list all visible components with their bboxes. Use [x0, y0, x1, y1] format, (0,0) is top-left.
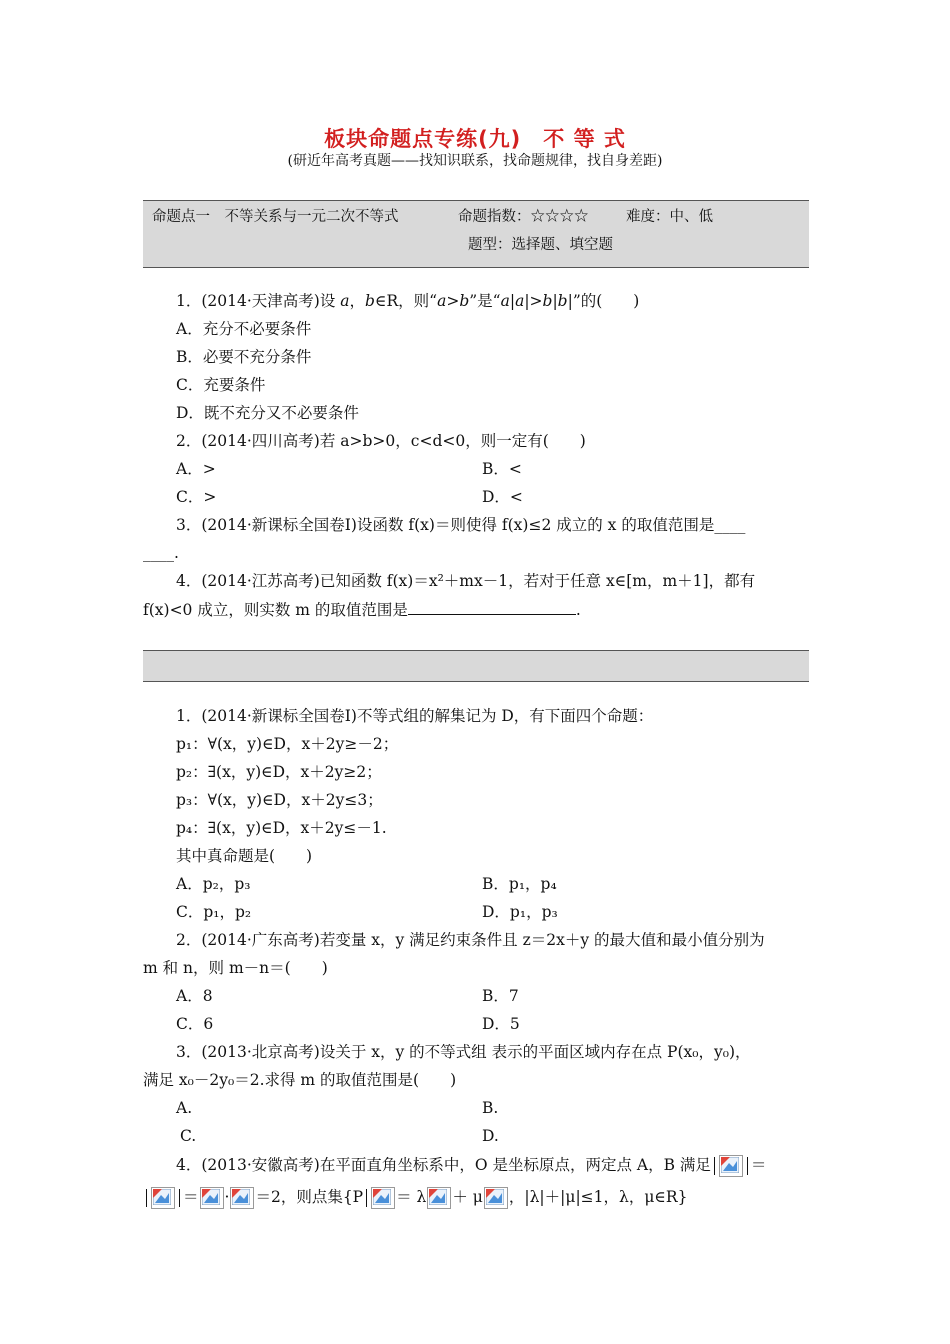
broken-image-icon [370, 1186, 396, 1210]
s2-q1-option-b: B．p₁，p₄ [482, 875, 557, 893]
s2-q2-line1: 2．(2014·广东高考)若变量 x，y 满足约束条件且 z＝2x＋y 的最大值和最小值分别为 [176, 931, 765, 949]
broken-image-icon [426, 1186, 452, 1210]
s2-q2-option-a: A．8 [176, 987, 213, 1005]
s1-q4-line1: 4．(2014·江苏高考)已知函数 f(x)＝x²＋mx－1，若对于任意 x∈[m，m＋1]，都有 [176, 572, 756, 590]
broken-image-icon [199, 1186, 225, 1210]
s2-q1-p1: p₁：∀(x，y)∈D，x＋2y≥－2； [176, 735, 399, 753]
s1-q4-line2: f(x)<0 成立，则实数 m 的取值范围是 . [143, 601, 581, 619]
s1-q3-cont: ____. [143, 544, 179, 562]
s2-q4-line1: 4．(2013·安徽高考)在平面直角坐标系中，O 是坐标原点，两定点 A，B 满足 ＝ [176, 1154, 766, 1178]
s2-q1-option-c: C．p₁，p₂ [176, 903, 252, 921]
s2-q1-p2: p₂：∃(x，y)∈D，x＋2y≥2； [176, 763, 382, 781]
s1-q2-option-d: D．< [482, 488, 523, 506]
s2-q3-line1: 3．(2013·北京高考)设关于 x，y 的不等式组 表示的平面区域内存在点 P(x₀，y₀)， [176, 1043, 751, 1061]
topic-point: 命题点一 不等关系与一元二次不等式 [152, 209, 399, 225]
s2-q3-option-d: D. [482, 1127, 499, 1145]
s2-q1-option-d: D．p₁，p₃ [482, 903, 558, 921]
s2-q3-option-b: B. [482, 1099, 499, 1117]
answer-blank [408, 599, 576, 615]
topic-box-2 [143, 650, 809, 682]
broken-image-icon [483, 1186, 509, 1210]
s1-q2-option-a: A．> [176, 460, 216, 478]
s2-q2-option-c: C．6 [176, 1015, 214, 1033]
s2-q1-ask: 其中真命题是( ) [176, 847, 313, 865]
s2-q2-line2: m 和 n，则 m－n＝( ) [143, 959, 328, 977]
topic-difficulty: 难度：中、低 [626, 209, 713, 225]
topic-index: 命题指数：☆☆☆☆ [458, 209, 589, 225]
s2-q3-option-a: A. [176, 1099, 193, 1117]
s2-q3-option-c: C. [180, 1127, 197, 1145]
s2-q3-line2: 满足 x₀－2y₀＝2.求得 m 的取值范围是( ) [143, 1071, 457, 1089]
s1-q2-option-c: C．> [176, 488, 217, 506]
s2-q2-option-b: B．7 [482, 987, 519, 1005]
s1-q1-option-a: A．充分不必要条件 [176, 320, 312, 338]
topic-box-1 [143, 200, 809, 268]
s2-q1-stem: 1．(2014·新课标全国卷Ⅰ)不等式组的解集记为 D，有下面四个命题： [176, 707, 654, 725]
s1-q1-option-d: D．既不充分又不必要条件 [176, 404, 359, 422]
s2-q1-p4: p₄：∃(x，y)∈D，x＋2y≤－1. [176, 819, 387, 837]
broken-image-icon [229, 1186, 255, 1210]
page-subtitle: (研近年高考真题——找知识联系，找命题规律，找自身差距) [287, 153, 663, 169]
s2-q1-p3: p₃：∀(x，y)∈D，x＋2y≤3； [176, 791, 383, 809]
s2-q2-option-d: D．5 [482, 1015, 520, 1033]
s1-q1-option-b: B．必要不充分条件 [176, 348, 312, 366]
s2-q4-line2: ＝ · ＝2，则点集{P ＝ λ ＋ μ ，|λ|＋|μ|≤1，λ，μ∈R} [143, 1186, 687, 1210]
s1-q2-option-b: B．< [482, 460, 522, 478]
broken-image-icon [150, 1186, 176, 1210]
s2-q1-option-a: A．p₂，p₃ [176, 875, 251, 893]
page-title: 板块命题点专练(九) 不 等 式 [324, 127, 626, 151]
s1-q1-stem: 1．(2014·天津高考)设 a，b∈R，则“a>b”是“a|a|>b|b|”的( ) [176, 292, 640, 310]
s1-q2-stem: 2．(2014·四川高考)若 a>b>0，c<d<0，则一定有( ) [176, 432, 586, 450]
s1-q1-option-c: C．充要条件 [176, 376, 266, 394]
s1-q3-stem: 3．(2014·新课标全国卷Ⅰ)设函数 f(x)＝则使得 f(x)≤2 成立的 x 的取值范围是____ [176, 516, 746, 534]
topic-types: 题型：选择题、填空题 [468, 237, 613, 253]
broken-image-icon [718, 1154, 744, 1178]
